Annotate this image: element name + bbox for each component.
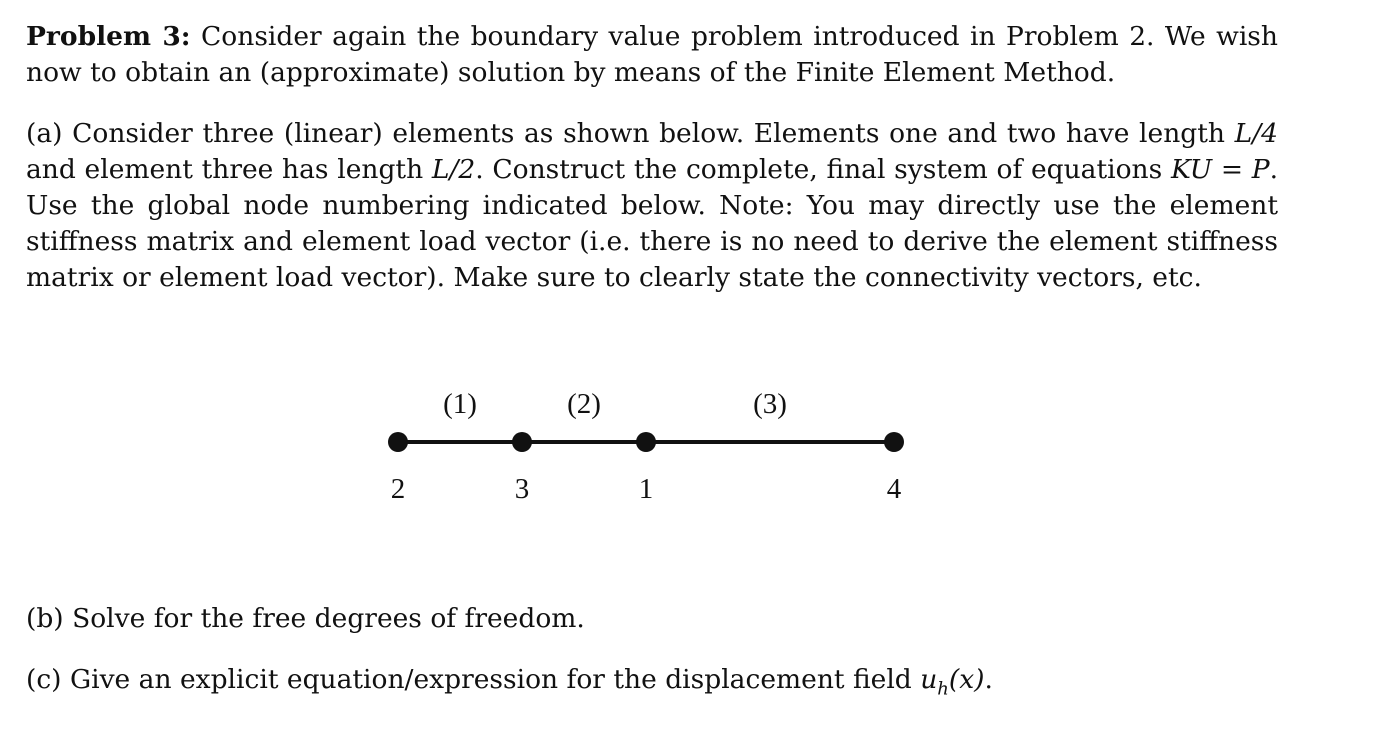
part-a (26, 116, 1278, 296)
part-c-field: u (920, 664, 938, 695)
node-dot-2 (388, 432, 408, 452)
part-c-subscript: h (937, 678, 949, 700)
node-label-3: 3 (514, 473, 530, 505)
element-label-3: (3) (753, 388, 787, 420)
part-c (26, 662, 1278, 707)
part-a-length-2: L/2 (431, 154, 476, 185)
part-c-prefix: (c) Give an explicit equation/expression for the displacement field (26, 664, 921, 695)
node-label-2: 2 (390, 473, 406, 505)
node-dot-1 (636, 432, 656, 452)
problem-label: Problem 3: (26, 21, 191, 52)
part-c-arg: (x) (948, 664, 985, 695)
part-c-end: . (984, 664, 993, 695)
part-a-length-1: L/4 (1234, 118, 1278, 149)
node-dot-3 (512, 432, 532, 452)
part-a-equation: KU = P (1170, 154, 1270, 185)
part-a-mid-2: . Construct the complete, final system of equations (475, 154, 1171, 185)
part-b-text: (b) Solve for the free degrees of freedom. (26, 603, 585, 634)
part-a-mid-1: and element three has length (26, 154, 432, 185)
part-a-rest: . Use the global node numbering indicated below. Note: You may directly use the element stiffness matrix and element load vector (i.e. there is no need to derive the element stiffness matrix or element load vector). Make sure to clearly state the connectivity vectors, etc. (26, 154, 1279, 293)
node-label-4: 4 (886, 473, 902, 505)
problem-statement (26, 19, 1278, 91)
element-label-1: (1) (443, 388, 477, 420)
node-label-1: 1 (638, 473, 654, 505)
node-dot-4 (884, 432, 904, 452)
part-b (26, 601, 1278, 637)
part-a-prefix: (a) Consider three (linear) elements as shown below. Elements one and two have length (26, 118, 1235, 149)
element-label-2: (2) (567, 388, 601, 420)
problem-intro-text: Consider again the boundary value problem introduced in Problem 2. We wish now to obtain an (approximate) solution by means of the Finite Element Method. (26, 21, 1278, 88)
